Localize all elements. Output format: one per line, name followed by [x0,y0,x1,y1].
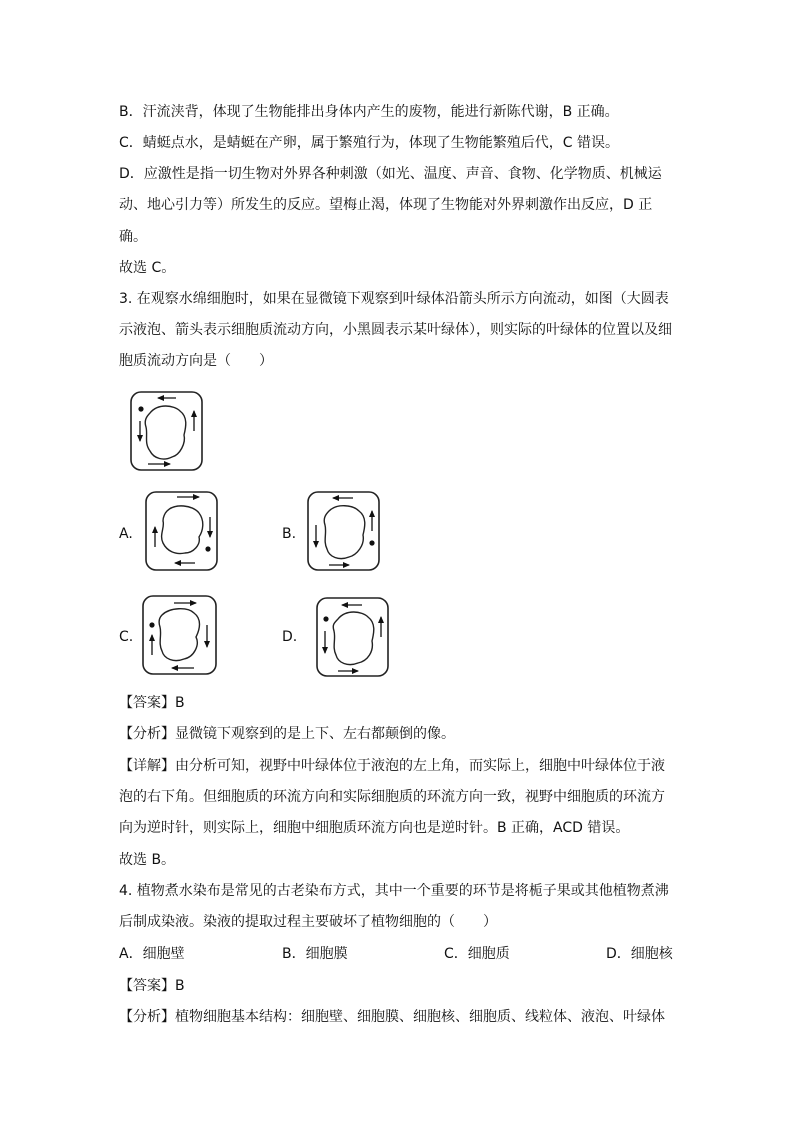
vacuole [333,612,374,665]
answer-line: 【答案】B [119,695,185,711]
option-b-figure [305,489,383,573]
vacuole [145,406,186,459]
chloroplast [369,540,374,545]
text-line: 确。 [119,229,147,245]
choice-c: C．细胞质 [444,946,510,962]
answer-line: 【答案】B [119,978,185,994]
question-3-line: 示液泡、箭头表示细胞质流动方向，小黑圆表示某叶绿体），则实际的叶绿体的位置以及细 [119,322,672,338]
option-d-figure [314,595,392,679]
option-b-label: B. [282,526,297,542]
question-4-line: 后制成染液。染液的提取过程主要破坏了植物细胞的（ ） [119,914,497,930]
option-d-label: D. [282,629,298,645]
detail-line: 向为逆时针，则实际上，细胞中细胞质环流方向也是逆时针。B 正确，ACD 错误。 [119,820,630,836]
text-line: C．蜻蜓点水，是蜻蜓在产卵，属于繁殖行为，体现了生物能繁殖后代，C 错误。 [119,135,619,151]
observed-cell-figure [128,389,206,473]
detail-line: 【详解】由分析可知，视野中叶绿体位于液泡的左上角，而实际上，细胞中叶绿体位于液 [119,758,665,774]
question-4-line: 4. 植物煮水染布是常见的古老染布方式，其中一个重要的环节是将栀子果或其他植物煮沸 [119,883,669,899]
option-a-figure [143,489,221,573]
chloroplast [323,616,328,621]
chloroplast [205,546,210,551]
analysis-line: 【分析】显微镜下观察到的是上下、左右都颠倒的像。 [119,726,455,742]
chloroplast [149,622,154,627]
question-3-line: 3. 在观察水绵细胞时，如果在显微镜下观察到叶绿体沿箭头所示方向流动，如图（大圆表 [119,291,669,307]
vacuole [159,609,199,661]
detail-line: 泡的右下角。但细胞质的环流方向和实际细胞质的环流方向一致，视野中细胞质的环流方 [119,789,665,805]
analysis-line: 【分析】植物细胞基本结构：细胞壁、细胞膜、细胞核、细胞质、线粒体、液泡、叶绿体 [119,1009,665,1025]
choice-a: A．细胞壁 [119,946,185,962]
text-line: 故选 C。 [119,260,176,276]
chloroplast [138,406,143,411]
vacuole [324,506,365,559]
text-line: 故选 B。 [119,852,176,868]
text-line: 动、地心引力等）所发生的反应。望梅止渴，体现了生物能对外界刺激作出反应，D 正 [119,197,653,213]
text-line: D．应激性是指一切生物对外界各种刺激（如光、温度、声音、食物、化学物质、机械运 [119,166,662,182]
choice-d: D．细胞核 [606,946,673,962]
choice-b: B．细胞膜 [282,946,348,962]
text-line: B．汗流浃背，体现了生物能排出身体内产生的废物，能进行新陈代谢，B 正确。 [119,104,619,120]
option-a-label: A. [119,526,133,542]
question-3-line: 胞质流动方向是（ ） [119,353,273,369]
option-c-label: C. [119,629,134,645]
option-c-figure [140,593,220,677]
vacuole [162,506,203,554]
